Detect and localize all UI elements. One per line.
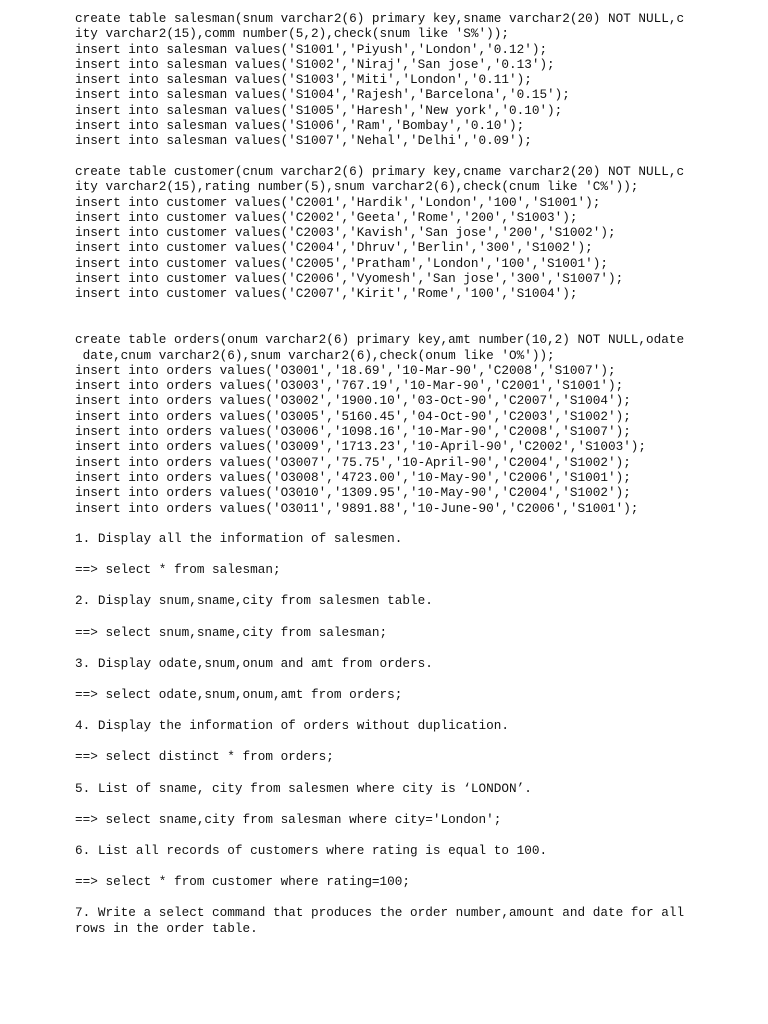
- question-text: 4. Display the information of orders without duplication.: [75, 718, 509, 734]
- spacer: [75, 149, 695, 164]
- code-line: insert into customer values('C2005','Pratham','London','100','S1001');: [75, 255, 608, 271]
- code-line: insert into customer values('C2002','Geeta','Rome','200','S1003');: [75, 209, 578, 225]
- spacer: [75, 516, 695, 531]
- code-line: date,cnum varchar2(6),snum varchar2(6),check(onum like 'O%'));: [75, 347, 555, 363]
- code-line: insert into orders values('O3006','1098.16','10-Mar-90','C2008','S1007');: [75, 424, 631, 440]
- code-line: insert into customer values('C2006','Vyomesh','San jose','300','S1007');: [75, 271, 624, 287]
- orders-sql-block: [75, 332, 695, 516]
- question-text: 1. Display all the information of salesmen.: [75, 531, 403, 547]
- code-line: create table salesman(snum varchar2(6) primary key,sname varchar2(20) NOT NULL,c: [75, 11, 685, 26]
- code-line: ity varchar2(15),rating number(5),snum varchar2(6),check(cnum like 'C%'));: [75, 179, 639, 195]
- answer-query: ==> select * from customer where rating=100;: [75, 874, 411, 890]
- code-line: ity varchar2(15),comm number(5,2),check(snum like 'S%'));: [75, 26, 509, 42]
- answer-query: ==> select snum,sname,city from salesman;: [75, 624, 388, 640]
- code-line: insert into orders values('O3008','4723.00','10-May-90','C2006','S1001');: [75, 469, 631, 485]
- code-line: create table customer(cnum varchar2(6) primary key,cname varchar2(20) NOT NULL,c: [75, 163, 685, 179]
- code-line: insert into customer values('C2001','Hardik','London','100','S1001');: [75, 194, 601, 210]
- code-line: insert into salesman values('S1004','Rajesh','Barcelona','0.15');: [75, 87, 570, 103]
- code-line: insert into orders values('O3005','5160.45','04-Oct-90','C2003','S1002');: [75, 408, 631, 424]
- question-text: 7. Write a select command that produces the order number,amount and date for all: [75, 905, 685, 921]
- code-line: insert into salesman values('S1006','Ram','Bombay','0.10');: [75, 118, 525, 134]
- question-text: 6. List all records of customers where rating is equal to 100.: [75, 842, 548, 858]
- code-line: insert into customer values('C2004','Dhruv','Berlin','300','S1002');: [75, 240, 593, 256]
- code-line: insert into orders values('O3010','1309.95','10-May-90','C2004','S1002');: [75, 485, 631, 501]
- code-line: insert into salesman values('S1003','Miti','London','0.11');: [75, 72, 532, 88]
- salesman-sql-block: [75, 11, 695, 149]
- code-line: insert into orders values('O3007','75.75','10-April-90','C2004','S1002');: [75, 454, 631, 470]
- answer-query: ==> select odate,snum,onum,amt from orders;: [75, 687, 403, 703]
- code-line: insert into orders values('O3009','1713.23','10-April-90','C2002','S1003');: [75, 439, 647, 455]
- spacer: [75, 302, 695, 333]
- code-line: insert into salesman values('S1005','Haresh','New york','0.10');: [75, 102, 563, 118]
- question-text: 5. List of sname, city from salesmen where city is ‘LONDON’.: [75, 780, 532, 796]
- document-page: [75, 11, 695, 936]
- code-line: insert into orders values('O3011','9891.88','10-June-90','C2006','S1001');: [75, 500, 639, 516]
- code-line: insert into salesman values('S1007','Nehal','Delhi','0.09');: [75, 133, 532, 149]
- code-line: insert into orders values('O3003','767.19','10-Mar-90','C2001','S1001');: [75, 378, 624, 394]
- code-line: insert into salesman values('S1002','Niraj','San jose','0.13');: [75, 56, 555, 72]
- answer-query: ==> select sname,city from salesman where city='London';: [75, 811, 502, 827]
- customer-sql-block: [75, 164, 695, 302]
- code-line: insert into salesman values('S1001','Piyush','London','0.12');: [75, 41, 548, 57]
- question-text: 2. Display snum,sname,city from salesmen table.: [75, 593, 433, 609]
- question-text: 3. Display odate,snum,onum and amt from orders.: [75, 655, 433, 671]
- code-line: insert into customer values('C2007','Kirit','Rome','100','S1004');: [75, 286, 578, 302]
- question-text: rows in the order table.: [75, 920, 258, 936]
- code-line: insert into orders values('O3001','18.69','10-Mar-90','C2008','S1007');: [75, 362, 616, 378]
- answer-query: ==> select distinct * from orders;: [75, 749, 334, 765]
- code-line: create table orders(onum varchar2(6) primary key,amt number(10,2) NOT NULL,odate: [75, 332, 685, 348]
- code-line: insert into customer values('C2003','Kavish','San jose','200','S1002');: [75, 225, 616, 241]
- questions-section: [75, 531, 695, 936]
- answer-query: ==> select * from salesman;: [75, 562, 281, 578]
- code-line: insert into orders values('O3002','1900.10','03-Oct-90','C2007','S1004');: [75, 393, 631, 409]
